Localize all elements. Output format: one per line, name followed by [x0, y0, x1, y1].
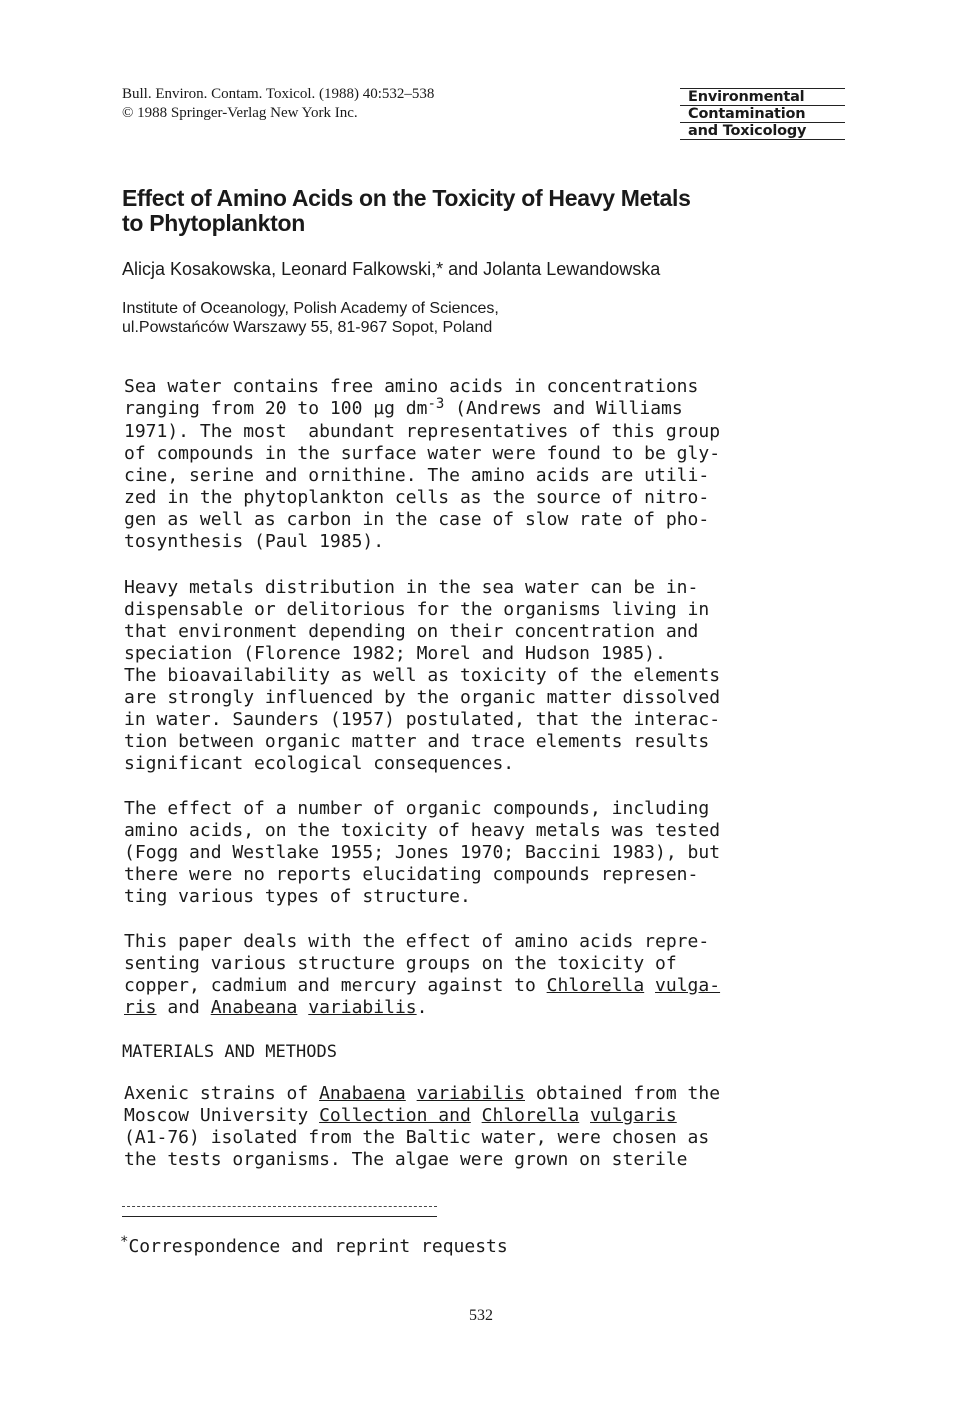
text-line: significant ecological consequences. [124, 753, 515, 774]
affiliation [122, 299, 499, 337]
text-line: are strongly influenced by the organic matter dissolved [124, 687, 721, 708]
text-line: Axenic strains of Anabaena variabilis obtained from the [124, 1083, 721, 1104]
footnote-dashed-rule [122, 1206, 437, 1207]
title-line-1: Effect of Amino Acids on the Toxicity of Heavy Metals [122, 185, 691, 211]
species-name: ris [124, 997, 157, 1018]
paragraph-1 [124, 376, 884, 553]
text-line: zed in the phytoplankton cells as the source of nitro- [124, 487, 710, 508]
section-heading: MATERIALS AND METHODS [122, 1042, 337, 1062]
affiliation-line-2: ul.Powstańców Warszawy 55, 81-967 Sopot, Poland [122, 319, 493, 336]
species-name: Anabaena [319, 1083, 406, 1104]
text-line: The bioavailability as well as toxicity of the elements [124, 665, 721, 686]
page-number: 532 [469, 1307, 493, 1324]
journal-logo [680, 88, 845, 140]
title-line-2: to Phytoplankton [122, 210, 306, 236]
text-line: (Fogg and Westlake 1955; Jones 1970; Baccini 1983), but [124, 842, 721, 863]
footnote-rule [122, 1216, 437, 1217]
citation-line-1: Bull. Environ. Contam. Toxicol. (1988) 40:532–538 [122, 86, 435, 102]
species-name: Chlorella [481, 1105, 580, 1126]
text-line: tion between organic matter and trace elements results [124, 731, 710, 752]
text-line: This paper deals with the effect of amino acids repre- [124, 931, 710, 952]
text-line: gen as well as carbon in the case of slow rate of pho- [124, 509, 710, 530]
author-list: Alicja Kosakowska, Leonard Falkowski,* and Jolanta Lewandowska [122, 259, 661, 279]
affiliation-line-1: Institute of Oceanology, Polish Academy of Sciences, [122, 300, 499, 317]
text-line: 1971). The most abundant representatives of this group [124, 421, 721, 442]
text-line: the tests organisms. The algae were grown on sterile [124, 1149, 688, 1170]
superscript: -3 [427, 396, 445, 412]
paragraph-4 [124, 931, 884, 1019]
species-name: Chlorella [546, 975, 645, 996]
text-line: tosynthesis (Paul 1985). [124, 531, 385, 552]
text-line: (A1-76) isolated from the Baltic water, were chosen as [124, 1127, 710, 1148]
journal-logo-line-1: Environmental [680, 88, 845, 106]
text-line: speciation (Florence 1982; Morel and Hudson 1985). [124, 643, 666, 664]
article-title [122, 186, 822, 236]
species-name: vulgaris [590, 1105, 677, 1126]
text-line: The effect of a number of organic compounds, including [124, 798, 710, 819]
journal-logo-line-3: and Toxicology [680, 123, 845, 140]
species-name: vulga- [655, 975, 721, 996]
text-line: dispensable or delitorious for the organisms living in [124, 599, 710, 620]
paragraph-2 [124, 577, 884, 775]
footnote-text: Correspondence and reprint requests [128, 1236, 508, 1257]
text-line: amino acids, on the toxicity of heavy metals was tested [124, 820, 721, 841]
journal-citation [122, 85, 434, 123]
citation-line-2: © 1988 Springer-Verlag New York Inc. [122, 105, 358, 121]
paragraph-methods [124, 1083, 884, 1171]
text-line: there were no reports elucidating compounds represen- [124, 864, 699, 885]
text-line: ting various types of structure. [124, 886, 471, 907]
species-name: variabilis [308, 997, 417, 1018]
text-line: copper, cadmium and mercury against to Chlorella vulga- [124, 975, 721, 996]
text-line: Sea water contains free amino acids in concentrations [124, 376, 699, 397]
underlined-text: Collection and [319, 1105, 471, 1126]
species-name: Anabeana [210, 997, 298, 1018]
footnote-marker: * [120, 1234, 129, 1250]
journal-logo-line-2: Contamination [680, 106, 845, 123]
text-line: in water. Saunders (1957) postulated, that the interac- [124, 709, 721, 730]
footnote [120, 1236, 508, 1259]
species-name: variabilis [416, 1083, 525, 1104]
text-line: Heavy metals distribution in the sea water can be in- [124, 577, 699, 598]
text-line: ranging from 20 to 100 µg $dm^{-3}$ (Andrews and Williams [124, 396, 683, 419]
text-line: that environment depending on their concentration and [124, 621, 699, 642]
text-line: ris and Anabeana variabilis. [124, 997, 428, 1018]
text-line: of compounds in the surface water were found to be gly- [124, 443, 721, 464]
text-line: cine, serine and ornithine. The amino acids are utili- [124, 465, 710, 486]
paragraph-3 [124, 798, 884, 908]
text-line: senting various structure groups on the toxicity of [124, 953, 677, 974]
text-line: Moscow University Collection and Chlorella vulgaris [124, 1105, 677, 1126]
